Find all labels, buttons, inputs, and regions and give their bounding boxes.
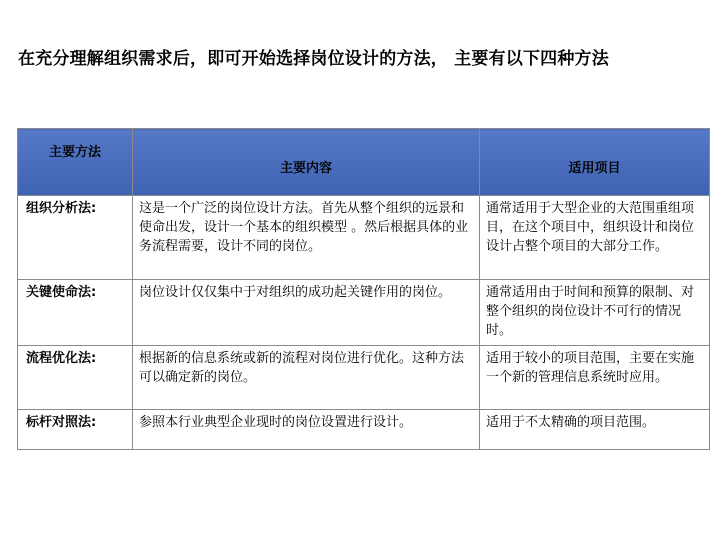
header-content: 主要内容 bbox=[133, 129, 480, 196]
table-row bbox=[18, 196, 710, 280]
method-name: 组织分析法: bbox=[18, 196, 133, 280]
table-header-row bbox=[18, 129, 710, 196]
page-title: 在充分理解组织需求后，即可开始选择岗位设计的方法， 主要有以下四种方法 bbox=[18, 49, 609, 69]
table-row bbox=[18, 410, 710, 450]
method-applicable: 适用于较小的项目范围，主要在实施一个新的管理信息系统时应用。 bbox=[480, 346, 710, 410]
method-name: 关键使命法: bbox=[18, 280, 133, 346]
header-applicable: 适用项目 bbox=[480, 129, 710, 196]
table-row bbox=[18, 346, 710, 410]
method-applicable: 适用于不太精确的项目范围。 bbox=[480, 410, 710, 450]
table-row bbox=[18, 280, 710, 346]
method-content: 参照本行业典型企业现时的岗位设置进行设计。 bbox=[133, 410, 480, 450]
method-applicable: 通常适用于大型企业的大范围重组项目，在这个项目中，组织设计和岗位设计占整个项目的大部分工作。 bbox=[480, 196, 710, 280]
methods-table bbox=[17, 128, 710, 450]
method-applicable: 通常适用由于时间和预算的限制、对整个组织的岗位设计不可行的情况时。 bbox=[480, 280, 710, 346]
header-method: 主要方法 bbox=[18, 129, 133, 196]
method-name: 流程优化法: bbox=[18, 346, 133, 410]
method-name: 标杆对照法: bbox=[18, 410, 133, 450]
method-content: 这是一个广泛的岗位设计方法。首先从整个组织的远景和使命出发，设计一个基本的组织模型 。然后根据具体的业务流程需要，设计不同的岗位。 bbox=[133, 196, 480, 280]
method-content: 岗位设计仅仅集中于对组织的成功起关键作用的岗位。 bbox=[133, 280, 480, 346]
method-content: 根据新的信息系统或新的流程对岗位进行优化。这种方法可以确定新的岗位。 bbox=[133, 346, 480, 410]
